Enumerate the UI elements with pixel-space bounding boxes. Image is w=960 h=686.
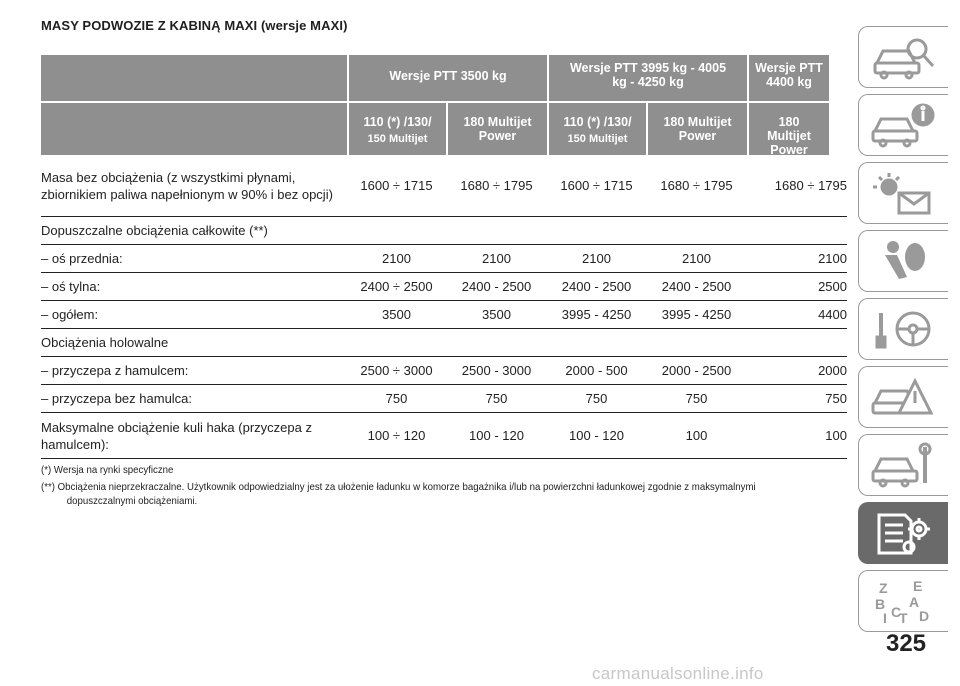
row-value: 3995 - 4250 xyxy=(561,307,632,322)
page-title: MASY PODWOZIE Z KABINĄ MAXI (wersje MAXI) xyxy=(41,18,348,33)
row-label: – przyczepa bez hamulca: xyxy=(41,391,193,406)
row-label: – ogółem: xyxy=(41,307,99,322)
steering-wheel-tools-icon[interactable] xyxy=(858,298,948,360)
row-label: Masa bez obciążenia (z wszystkimi płynami, zbiornikiem paliwa napełnionym w 90% i bez opcji) xyxy=(41,169,333,202)
specs-table xyxy=(41,55,847,459)
table-header-columns xyxy=(41,103,847,155)
row-label: – oś tylna: xyxy=(41,279,101,294)
index-letter: B xyxy=(874,596,885,612)
row-value: 100 xyxy=(825,428,847,443)
row-label: Dopuszczalne obciążenia całkowite (**) xyxy=(41,223,268,238)
row-label: – oś przednia: xyxy=(41,251,123,266)
row-value: 100 - 120 xyxy=(569,428,624,443)
row-value: 1680 ÷ 1795 xyxy=(774,178,847,193)
row-value: 2500 ÷ 3000 xyxy=(360,363,433,378)
row-value: 3500 xyxy=(382,307,411,322)
row-value: 100 xyxy=(685,428,708,443)
table-row xyxy=(41,357,847,385)
index-letter: D xyxy=(918,608,929,624)
row-value: 2400 - 2500 xyxy=(661,279,732,294)
row-value: 750 xyxy=(585,391,608,406)
table-row xyxy=(41,329,847,357)
page-number: 325 xyxy=(885,630,927,657)
warning-triangle-car-icon[interactable] xyxy=(858,366,948,428)
row-label: Obciążenia holowalne xyxy=(41,335,169,350)
row-value: 100 ÷ 120 xyxy=(367,428,426,443)
row-value: 750 xyxy=(825,391,847,406)
table-header-groups xyxy=(41,55,847,101)
index-letter: Z xyxy=(878,580,888,596)
row-value: 2100 xyxy=(382,251,411,266)
row-value: 750 xyxy=(485,391,508,406)
car-search-icon[interactable] xyxy=(858,26,948,88)
row-value: 1680 ÷ 1795 xyxy=(460,178,533,193)
row-label: Maksymalne obciążenie kuli haka (przyczepa z hamulcem): xyxy=(41,419,312,452)
row-value: 3500 xyxy=(482,307,511,322)
header-col-3: 110 (*) /130/ 150 Multijet xyxy=(549,103,646,155)
row-value: 750 xyxy=(385,391,408,406)
dashboard-light-message-icon[interactable] xyxy=(858,162,948,224)
row-value: 2500 - 3000 xyxy=(461,363,532,378)
row-value: 2400 - 2500 xyxy=(461,279,532,294)
table-row xyxy=(41,217,847,245)
alphabet-index-icon[interactable] xyxy=(858,570,948,632)
row-value: 2100 xyxy=(682,251,711,266)
car-wrench-icon[interactable] xyxy=(858,434,948,496)
header-col-5: 180 Multijet Power xyxy=(749,103,829,155)
row-value: 2500 xyxy=(818,279,847,294)
table-row xyxy=(41,245,847,273)
row-value: 2100 xyxy=(582,251,611,266)
header-group-3500: Wersje PTT 3500 kg xyxy=(349,55,547,101)
row-value: 100 - 120 xyxy=(469,428,524,443)
airbag-seat-icon[interactable] xyxy=(858,230,948,292)
row-value: 1680 ÷ 1795 xyxy=(660,178,733,193)
row-value: 4400 xyxy=(818,307,847,322)
header-blank xyxy=(41,55,347,101)
row-value: 3995 - 4250 xyxy=(661,307,732,322)
header-col-1: 110 (*) /130/ 150 Multijet xyxy=(349,103,446,155)
row-value: 2100 xyxy=(818,251,847,266)
table-row xyxy=(41,413,847,459)
row-value: 2400 - 2500 xyxy=(561,279,632,294)
footnote-1: (*) Wersja na rynki specyficzne xyxy=(41,464,174,476)
footnotes xyxy=(41,463,768,511)
row-value: 2000 - 500 xyxy=(565,363,628,378)
header-group-4400: Wersje PTT 4400 kg xyxy=(749,55,829,101)
chapter-sidebar xyxy=(858,26,960,638)
car-info-icon[interactable] xyxy=(858,94,948,156)
row-value: 1600 ÷ 1715 xyxy=(560,178,633,193)
index-letter: C xyxy=(890,604,901,620)
row-value: 750 xyxy=(685,391,708,406)
index-letter: E xyxy=(912,578,922,594)
watermark: carmanualsonline.info xyxy=(592,664,764,683)
table-row xyxy=(41,385,847,413)
header-group-3995: Wersje PTT 3995 kg - 4005 kg - 4250 kg xyxy=(549,55,747,101)
row-value: 2100 xyxy=(482,251,511,266)
index-letter: T xyxy=(898,610,908,625)
header-col-2: 180 Multijet Power xyxy=(448,103,547,155)
row-value: 2000 xyxy=(818,363,847,378)
footnote-2: (**) Obciążenia nieprzekraczalne. Użytkownik odpowiedzialny jest za ułożenie ładunku w komorze bagażnika i/lub na powierzchni ładunkowej zgodnie z maksymalnymi dopuszczalnymi obciążeniami. xyxy=(41,481,756,507)
row-value: 2000 - 2500 xyxy=(661,363,732,378)
row-label: – przyczepa z hamulcem: xyxy=(41,363,189,378)
header-blank xyxy=(41,103,347,155)
table-row xyxy=(41,301,847,329)
row-value: 1600 ÷ 1715 xyxy=(360,178,433,193)
specs-gear-icon[interactable] xyxy=(858,502,948,564)
index-letter: A xyxy=(908,594,919,610)
table-row xyxy=(41,155,847,217)
index-letter: I xyxy=(882,610,887,625)
table-row xyxy=(41,273,847,301)
row-value: 2400 ÷ 2500 xyxy=(360,279,433,294)
header-col-4: 180 Multijet Power xyxy=(648,103,747,155)
